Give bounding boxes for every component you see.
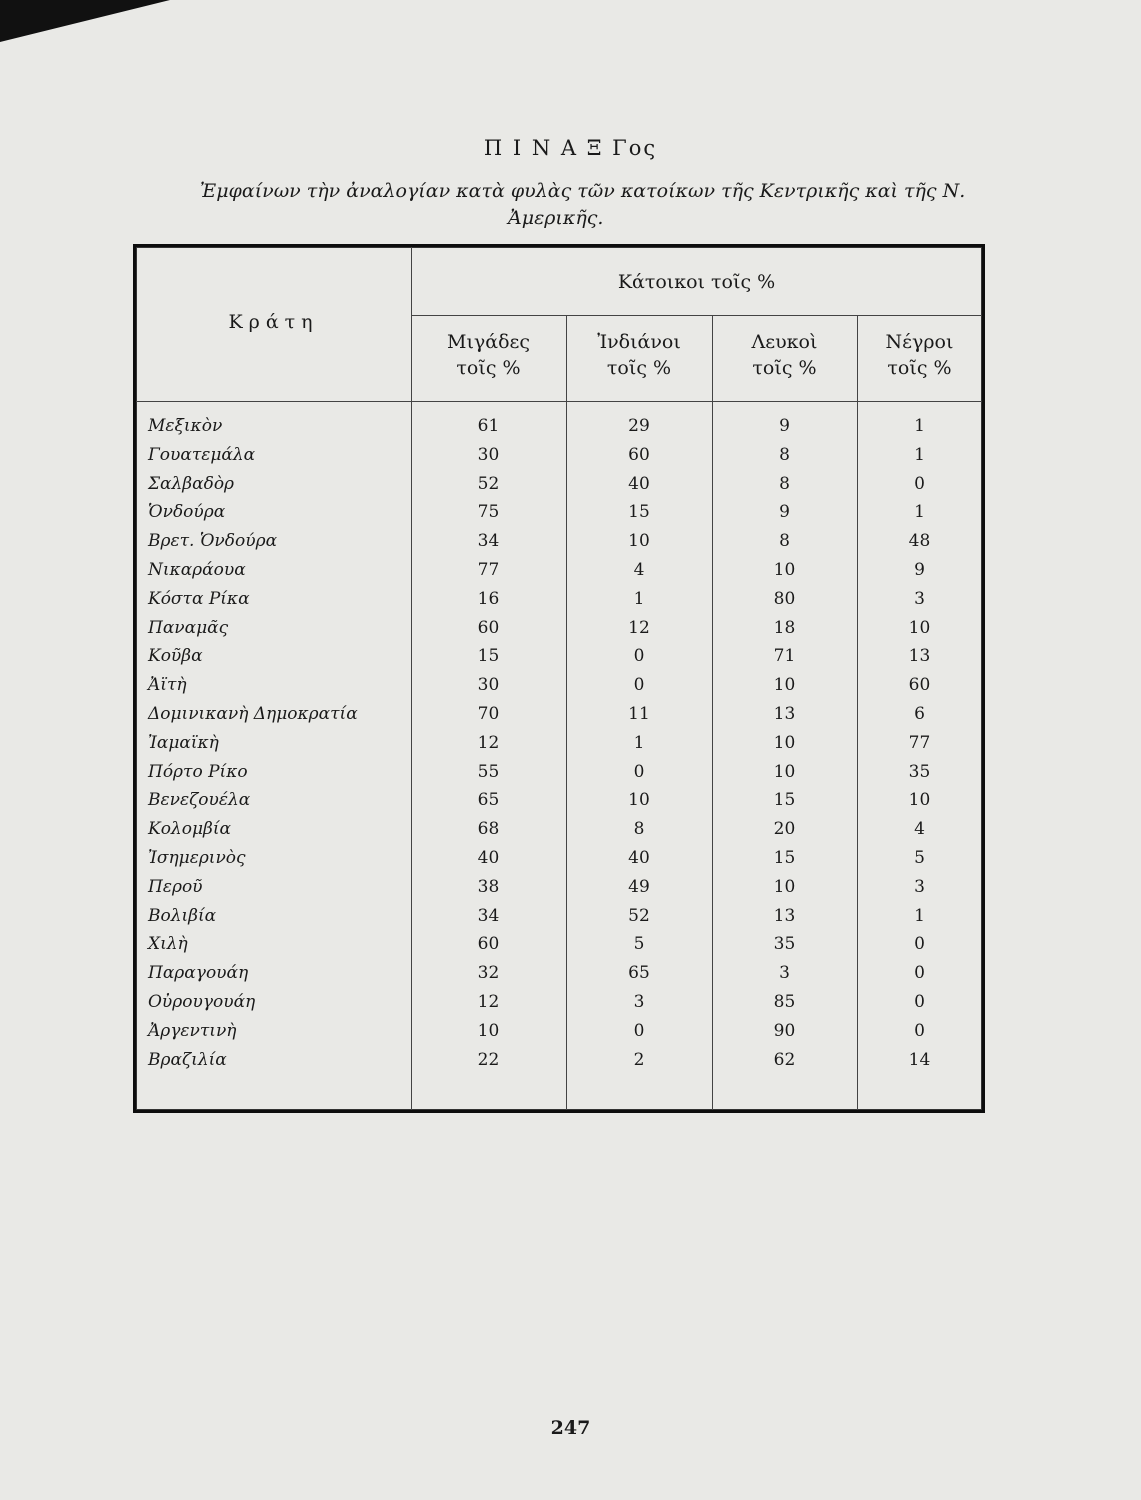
cell-mestizo: 70 bbox=[477, 704, 500, 724]
state-name: Βενεζουέλα bbox=[148, 790, 251, 811]
table-row bbox=[136, 848, 982, 877]
state-name: Βρετ. Ὁνδούρα bbox=[148, 531, 278, 552]
divider-group-header bbox=[411, 315, 982, 316]
cell-indian: 40 bbox=[628, 848, 650, 868]
cell-mestizo: 16 bbox=[477, 588, 500, 609]
cell-mestizo: 77 bbox=[477, 560, 500, 580]
header-states: Κράτη bbox=[228, 311, 319, 333]
header-white bbox=[712, 331, 857, 379]
table-row bbox=[136, 675, 982, 704]
state-name: Σαλβαδὸρ bbox=[148, 473, 235, 494]
cell-indian: 0 bbox=[633, 761, 645, 782]
table-row bbox=[136, 502, 982, 531]
state-name: Δομινικανὴ Δημοκρατία bbox=[148, 704, 358, 724]
caption-line-2: Ἀμερικῆς. bbox=[508, 207, 604, 229]
header-white-name: Λευκοὶ bbox=[751, 331, 818, 353]
state-name: Κολομβία bbox=[148, 819, 231, 840]
table-row bbox=[136, 733, 982, 762]
cell-indian: 3 bbox=[633, 992, 645, 1012]
cell-white: 13 bbox=[773, 704, 796, 724]
cell-indian: 11 bbox=[628, 704, 650, 724]
cell-white: 10 bbox=[773, 675, 796, 696]
header-indian-unit: τοῖς % bbox=[606, 357, 672, 379]
table-caption bbox=[200, 178, 990, 232]
state-name: Μεξικὸν bbox=[148, 416, 223, 436]
cell-indian: 2 bbox=[633, 1049, 645, 1070]
table-row bbox=[136, 819, 982, 848]
cell-mestizo: 30 bbox=[477, 444, 500, 465]
cell-black: 0 bbox=[914, 1020, 925, 1041]
table-row bbox=[136, 1050, 982, 1079]
cell-indian: 10 bbox=[628, 790, 650, 811]
cell-white: 9 bbox=[779, 416, 790, 436]
cell-white: 90 bbox=[773, 1020, 796, 1041]
page-number: 247 bbox=[550, 1417, 591, 1439]
table-row bbox=[136, 934, 982, 963]
cell-mestizo: 15 bbox=[477, 646, 500, 667]
cell-indian: 0 bbox=[633, 646, 645, 667]
state-name: Περοῦ bbox=[148, 876, 203, 897]
cell-black: 0 bbox=[914, 963, 925, 984]
cell-white: 35 bbox=[773, 934, 796, 955]
cell-black: 4 bbox=[914, 819, 925, 840]
header-indian-name: Ἰνδιάνοι bbox=[597, 331, 681, 353]
state-name: Ὁνδούρα bbox=[148, 502, 226, 523]
cell-black: 0 bbox=[914, 992, 925, 1012]
table-row bbox=[136, 445, 982, 474]
header-inhabitants-percent: Κάτοικοι τοῖς % bbox=[617, 271, 776, 293]
cell-indian: 49 bbox=[628, 876, 650, 897]
state-name: Παραγουάη bbox=[148, 963, 249, 984]
state-name: Βολιβία bbox=[148, 905, 217, 926]
cell-indian: 29 bbox=[628, 416, 650, 436]
cell-mestizo: 40 bbox=[477, 848, 500, 868]
table-row bbox=[136, 704, 982, 733]
cell-mestizo: 22 bbox=[477, 1049, 500, 1070]
cell-indian: 1 bbox=[633, 732, 645, 753]
cell-indian: 65 bbox=[628, 963, 650, 984]
cell-mestizo: 65 bbox=[477, 790, 500, 811]
state-name: Βραζιλία bbox=[148, 1049, 227, 1070]
cell-white: 8 bbox=[779, 444, 790, 465]
cell-black: 5 bbox=[914, 848, 925, 868]
state-name: Πόρτο Ρίκο bbox=[148, 761, 248, 782]
table-row bbox=[136, 790, 982, 819]
cell-mestizo: 38 bbox=[477, 876, 500, 897]
state-name: Ἰαμαϊκὴ bbox=[148, 732, 219, 753]
cell-white: 9 bbox=[779, 502, 790, 523]
cell-mestizo: 12 bbox=[477, 732, 500, 753]
page-corner-shadow bbox=[0, 0, 170, 42]
cell-indian: 10 bbox=[628, 531, 650, 552]
table-row bbox=[136, 531, 982, 560]
table-row bbox=[136, 618, 982, 647]
state-name: Νικαράουα bbox=[148, 560, 246, 580]
cell-white: 15 bbox=[773, 790, 796, 811]
cell-white: 3 bbox=[779, 963, 790, 984]
divider-header-body bbox=[136, 401, 982, 402]
cell-black: 1 bbox=[914, 905, 925, 926]
cell-black: 0 bbox=[914, 934, 925, 955]
cell-white: 85 bbox=[773, 992, 796, 1012]
cell-white: 13 bbox=[773, 905, 796, 926]
cell-mestizo: 75 bbox=[477, 502, 500, 523]
header-indian bbox=[566, 331, 712, 379]
cell-black: 60 bbox=[908, 675, 931, 696]
cell-mestizo: 34 bbox=[477, 531, 500, 552]
state-name: Κοῦβα bbox=[148, 646, 203, 667]
state-name: Γουατεμάλα bbox=[148, 444, 256, 465]
state-name: Ἀϊτὴ bbox=[148, 675, 187, 696]
state-name: Χιλὴ bbox=[148, 934, 188, 955]
table-row bbox=[136, 589, 982, 618]
cell-white: 80 bbox=[773, 588, 796, 609]
table-row bbox=[136, 416, 982, 445]
state-name: Κόστα Ρίκα bbox=[148, 588, 250, 609]
cell-black: 13 bbox=[908, 646, 931, 667]
population-table bbox=[133, 244, 985, 1113]
cell-mestizo: 30 bbox=[477, 675, 500, 696]
header-black-unit: τοῖς % bbox=[887, 357, 952, 379]
cell-black: 0 bbox=[914, 473, 925, 494]
state-name: Οὐρουγουάη bbox=[148, 992, 256, 1012]
cell-white: 10 bbox=[773, 732, 796, 753]
caption-line-1: Ἐμφαίνων τὴν ἀναλογίαν κατὰ φυλὰς τῶν κατοίκων τῆς Κεντρικῆς καὶ τῆς Ν. bbox=[200, 180, 966, 202]
cell-white: 62 bbox=[773, 1049, 796, 1070]
cell-white: 10 bbox=[773, 560, 796, 580]
table-row bbox=[136, 963, 982, 992]
table-row bbox=[136, 474, 982, 503]
header-mestizo-name: Μιγάδες bbox=[446, 331, 530, 353]
cell-mestizo: 34 bbox=[477, 905, 500, 926]
cell-mestizo: 55 bbox=[477, 761, 500, 782]
cell-mestizo: 32 bbox=[477, 963, 500, 984]
cell-black: 14 bbox=[908, 1049, 931, 1070]
table-row bbox=[136, 762, 982, 791]
header-white-unit: τοῖς % bbox=[752, 357, 817, 379]
state-name: Παναμᾶς bbox=[148, 617, 229, 638]
cell-black: 3 bbox=[914, 588, 925, 609]
header-black-name: Νέγροι bbox=[885, 331, 954, 353]
table-row bbox=[136, 646, 982, 675]
cell-indian: 52 bbox=[628, 905, 650, 926]
header-black bbox=[857, 331, 982, 379]
cell-white: 8 bbox=[779, 473, 790, 494]
cell-mestizo: 60 bbox=[477, 617, 500, 638]
cell-black: 77 bbox=[908, 732, 931, 753]
header-mestizo-unit: τοῖς % bbox=[456, 357, 521, 379]
cell-white: 71 bbox=[773, 646, 796, 667]
cell-mestizo: 12 bbox=[477, 992, 500, 1012]
cell-indian: 12 bbox=[628, 617, 650, 638]
state-name: Ἰσημερινὸς bbox=[148, 848, 246, 868]
cell-black: 48 bbox=[908, 531, 931, 552]
cell-mestizo: 10 bbox=[477, 1020, 500, 1041]
table-row bbox=[136, 877, 982, 906]
cell-black: 10 bbox=[908, 790, 931, 811]
cell-mestizo: 68 bbox=[477, 819, 500, 840]
cell-indian: 15 bbox=[628, 502, 650, 523]
cell-indian: 4 bbox=[633, 560, 645, 580]
cell-white: 18 bbox=[773, 617, 796, 638]
cell-indian: 40 bbox=[628, 473, 650, 494]
cell-black: 10 bbox=[908, 617, 931, 638]
table-row bbox=[136, 906, 982, 935]
cell-black: 35 bbox=[908, 761, 931, 782]
page-title: Π Ι Ν Α Ξ Γος bbox=[483, 136, 658, 160]
cell-white: 20 bbox=[773, 819, 796, 840]
cell-black: 1 bbox=[914, 416, 925, 436]
cell-black: 9 bbox=[914, 560, 925, 580]
cell-white: 15 bbox=[773, 848, 796, 868]
cell-white: 10 bbox=[773, 761, 796, 782]
table-row bbox=[136, 560, 982, 589]
cell-indian: 0 bbox=[633, 675, 645, 696]
cell-white: 8 bbox=[779, 531, 790, 552]
cell-white: 10 bbox=[773, 876, 796, 897]
cell-black: 1 bbox=[914, 502, 925, 523]
cell-indian: 0 bbox=[633, 1020, 645, 1041]
header-mestizo bbox=[411, 331, 566, 379]
table-row bbox=[136, 992, 982, 1021]
cell-indian: 60 bbox=[628, 444, 650, 465]
state-name: Ἀργεντινὴ bbox=[148, 1020, 237, 1041]
table-row bbox=[136, 1021, 982, 1050]
cell-indian: 1 bbox=[633, 588, 645, 609]
cell-mestizo: 52 bbox=[477, 473, 500, 494]
cell-black: 1 bbox=[914, 444, 925, 465]
cell-indian: 5 bbox=[633, 934, 645, 955]
cell-black: 6 bbox=[914, 704, 925, 724]
cell-mestizo: 61 bbox=[477, 416, 500, 436]
cell-indian: 8 bbox=[633, 819, 645, 840]
cell-black: 3 bbox=[914, 876, 925, 897]
cell-mestizo: 60 bbox=[477, 934, 500, 955]
